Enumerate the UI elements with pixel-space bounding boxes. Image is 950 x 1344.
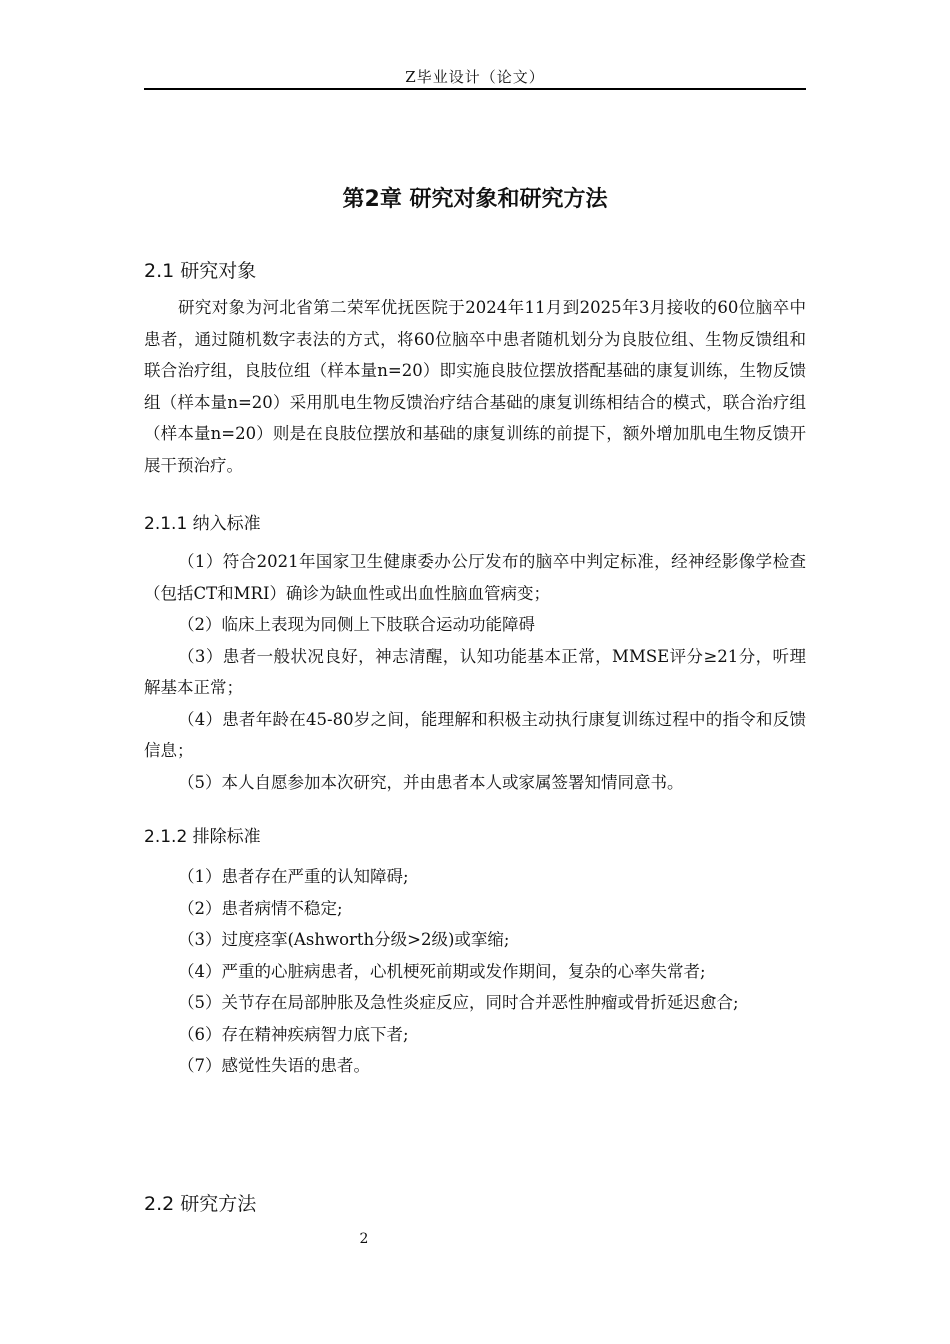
list-item: （3）过度痉挛(Ashworth分级>2级)或挛缩; [178,930,510,949]
list-item: （5）本人自愿参加本次研究，并由患者本人或家属签署知情同意书。 [178,772,684,792]
exclusion-criteria-list [144,861,806,1082]
page-number: 2 [359,1231,369,1247]
list-item: （5）关节存在局部肿胀及急性炎症反应，同时合并恶性肿瘤或骨折延迟愈合; [178,993,739,1012]
chapter-title: 第2章 研究对象和研究方法 [342,187,608,212]
list-item: （2）临床上表现为同侧上下肢联合运动功能障碍 [178,615,535,634]
subsection-heading-2-1-2: 2.1.2 排除标准 [144,827,261,847]
section-heading-2-2: 2.2 研究方法 [144,1193,257,1215]
list-item: （7）感觉性失语的患者。 [178,1056,370,1075]
list-item: （2）患者病情不稳定; [178,898,343,918]
list-item: （6）存在精神疾病智力底下者; [178,1024,409,1044]
section-2-1-body [144,292,806,481]
list-item: （1）符合2021年国家卫生健康委办公厅发布的脑卒中判定标准，经神经影像学检查（包括CT和MRI）确诊为缺血性或出血性脑血管病变； [144,552,806,603]
running-header: Z毕业设计（论文） [405,68,545,86]
list-item: （1）患者存在严重的认知障碍; [178,867,409,886]
list-item: （4）严重的心脏病患者，心机梗死前期或发作期间，复杂的心率失常者; [178,961,706,981]
subsection-heading-2-1-1: 2.1.1 纳入标准 [144,514,261,534]
header-rule [144,88,806,90]
list-item: （3）患者一般状况良好，神志清醒，认知功能基本正常，MMSE评分≥21分，听理解基本正常； [144,646,806,697]
list-item: （4）患者年龄在45-80岁之间，能理解和积极主动执行康复训练过程中的指令和反馈信息； [144,709,806,760]
inclusion-criteria-list [144,546,806,798]
section-2-1-paragraph: 研究对象为河北省第二荣军优抚医院于2024年11月到2025年3月接收的60位脑卒中患者，通过随机数字表法的方式，将60位脑卒中患者随机划分为良肢位组、生物反馈组和联合治疗组，良肢位组（样本量n=20）即实施良肢位摆放搭配基础的康复训练，生物反馈组（样本量n=20）采用肌电生物反馈治疗结合基础的康复训练相结合的模式，联合治疗组（样本量n=20）则是在良肢位摆放和基础的康复训练的前提下，额外增加肌电生物反馈开展干预治疗。 [144,298,806,475]
section-heading-2-1: 2.1 研究对象 [144,260,257,282]
